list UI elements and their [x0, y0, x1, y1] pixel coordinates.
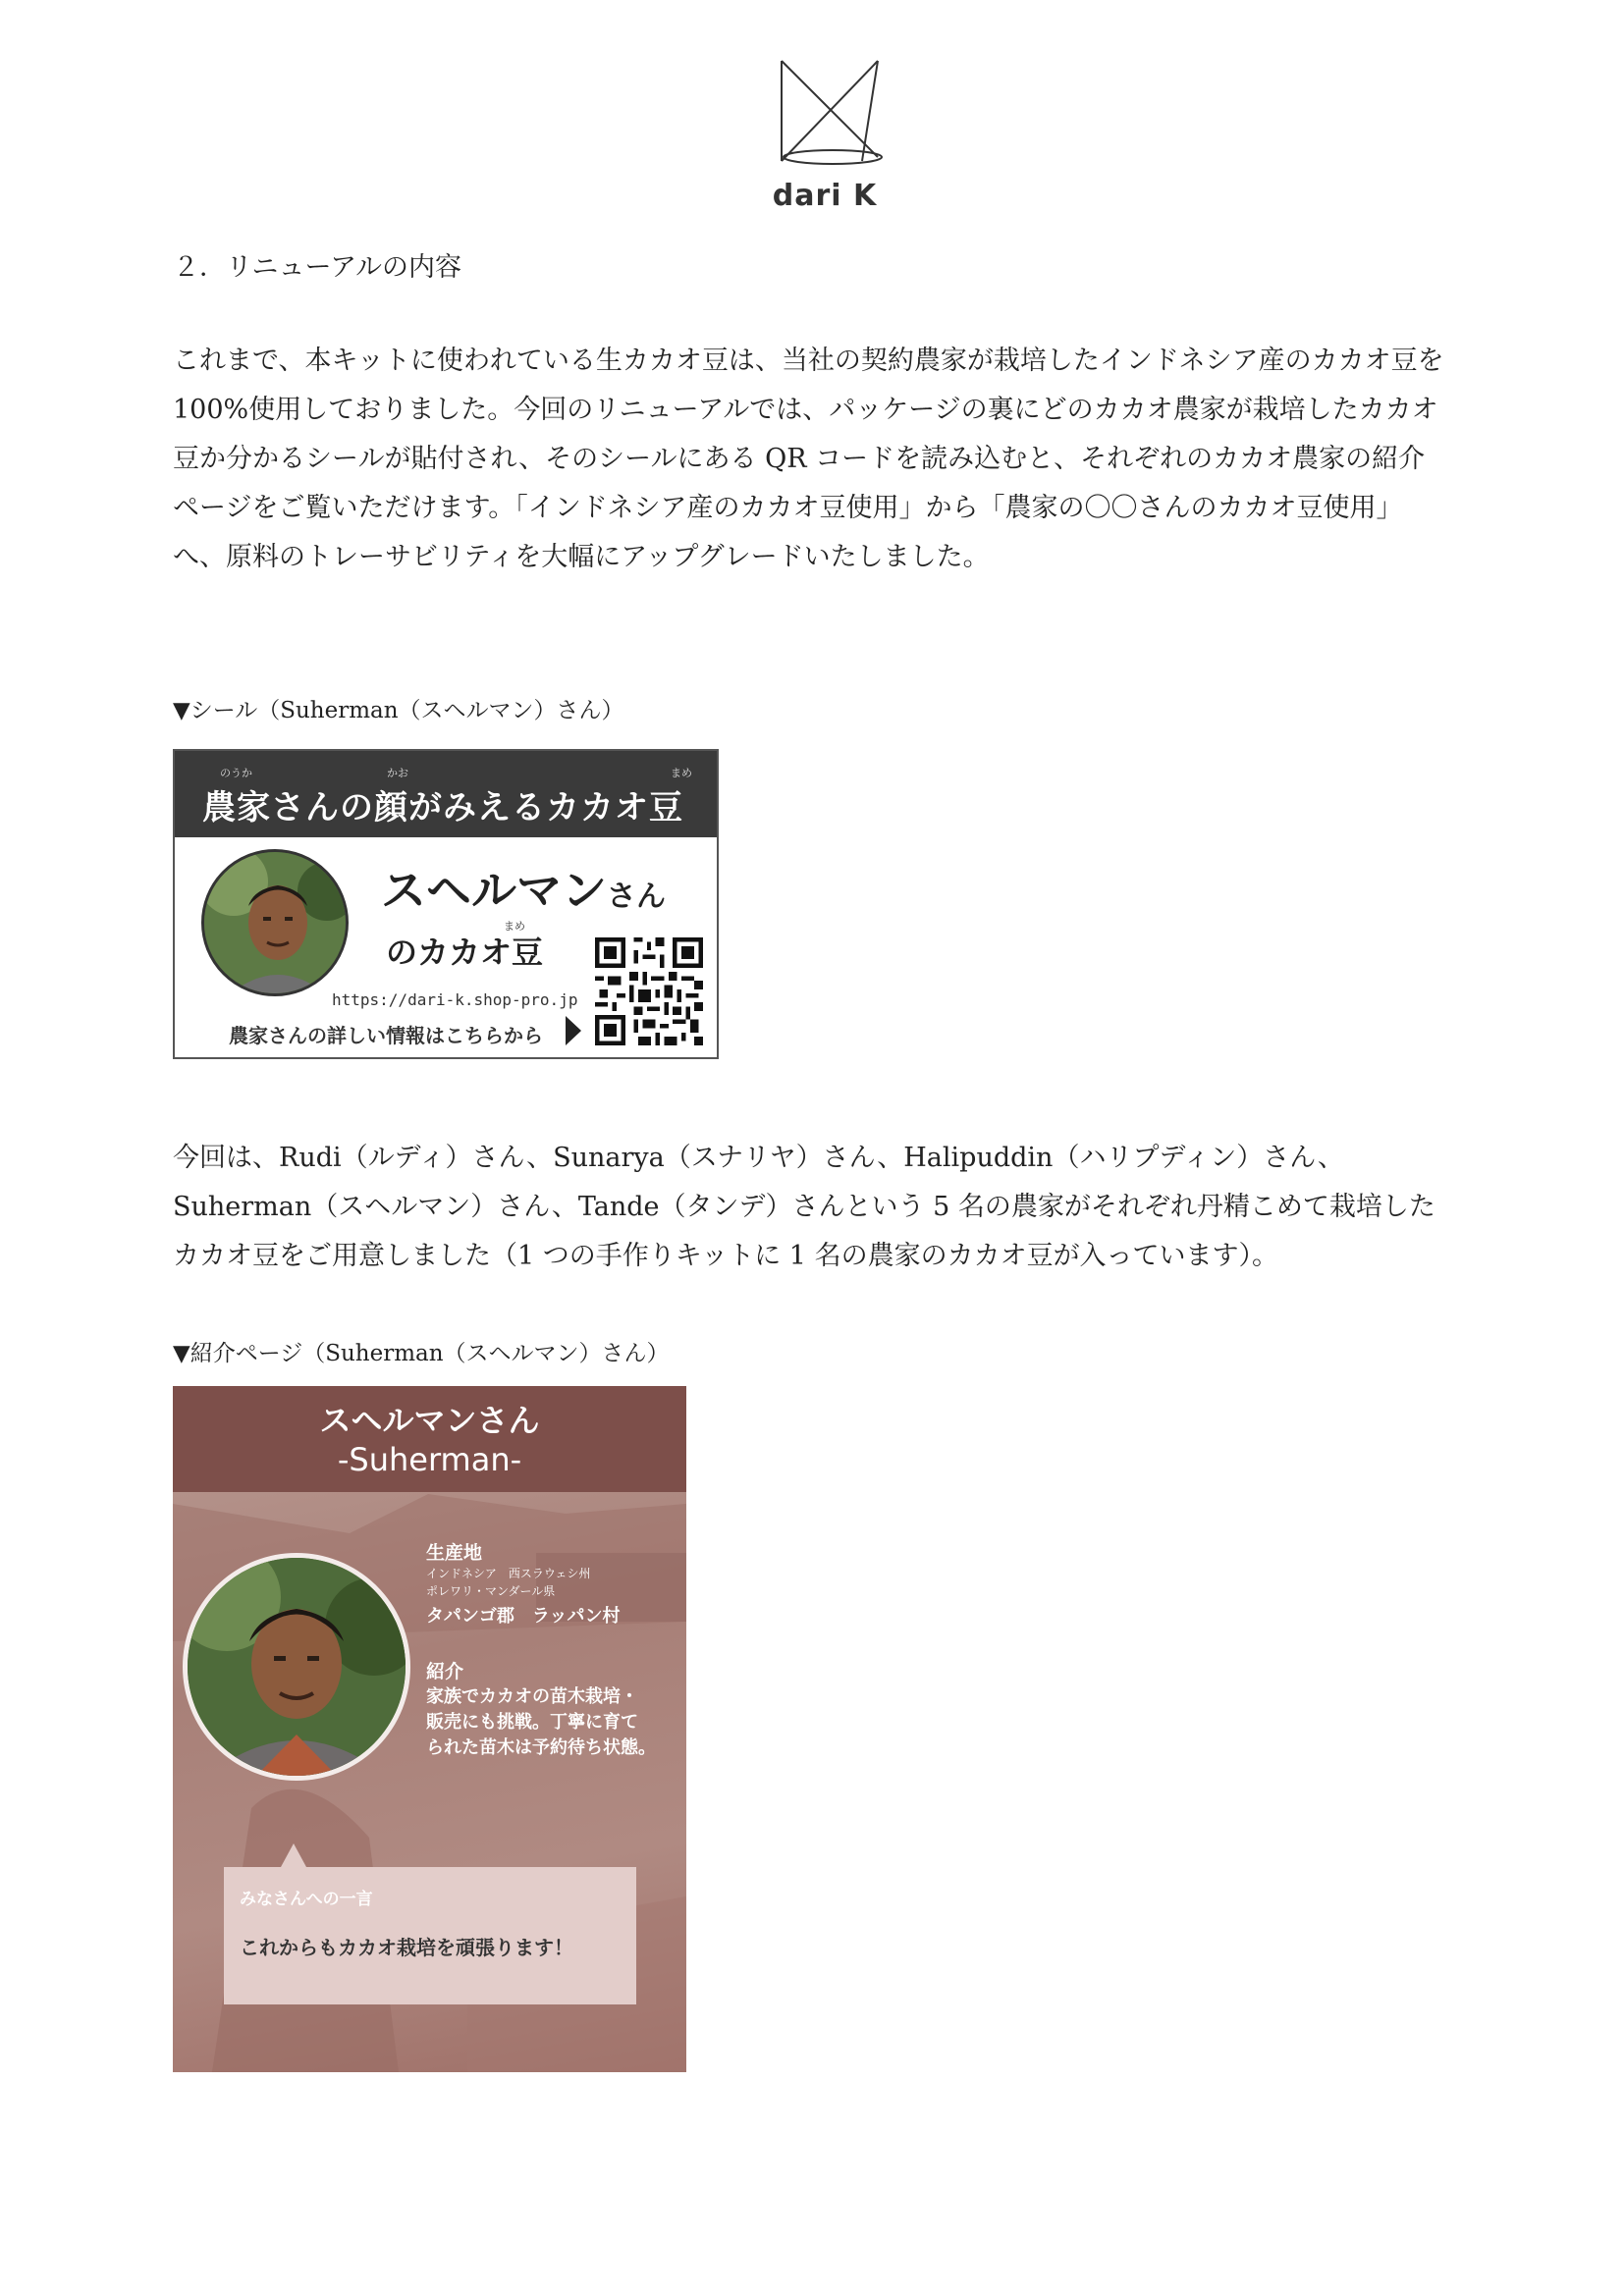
- farmers-paragraph: 今回は、Rudi（ルディ）さん、Sunarya（スナリヤ）さん、Halipuddin（ハリプディン）さん、Suherman（スヘルマン）さん、Tande（タンデ）さんという 5 名の農家がそれぞれ丹精こめて栽培したカカオ豆をご用意しました（1 つの手作りキットに 1 名の農家のカカオ豆が入っています）。: [173, 1143, 1435, 1271]
- qr-code-icon: [595, 937, 703, 1045]
- farmer-portrait: [183, 1553, 410, 1781]
- introduction-label: 紹介: [426, 1661, 464, 1682]
- intro-header: [173, 1386, 686, 1492]
- logo-wordmark: dari K: [772, 179, 878, 213]
- farmer-name-text: スヘルマン: [381, 864, 607, 917]
- details-link-text: 農家さんの詳しい情報はこちらから: [229, 1024, 543, 1047]
- introduction-line-1: 家族でカカオの苗木栽培・: [426, 1686, 638, 1707]
- message-bubble: [224, 1867, 636, 2004]
- intro-page-caption: ▼紹介ページ（Suherman（スヘルマン）さん）: [173, 1341, 670, 1366]
- shop-url: https://dari-k.shop-pro.jp: [332, 990, 578, 1009]
- introduction-line-2: 販売にも挑戦。丁寧に育て: [426, 1712, 638, 1733]
- farmer-photo: [201, 849, 349, 996]
- farmer-sticker: [173, 749, 719, 1059]
- dari-k-logo-mark: [776, 55, 884, 173]
- ruby-kao: かお: [387, 767, 408, 779]
- farmer-name-en: -Suherman-: [337, 1441, 522, 1478]
- ruby-nouka: のうか: [220, 767, 252, 779]
- san-suffix: さん: [607, 880, 666, 914]
- origin-line-2: ポレワリ・マンダール県: [426, 1584, 556, 1598]
- farmer-name: [381, 855, 666, 920]
- origin-line-3: タパンゴ郡 ラッパン村: [426, 1606, 621, 1627]
- introduction-line-3: られた苗木は予約待ち状態。: [426, 1737, 656, 1758]
- origin-label: 生産地: [426, 1542, 483, 1564]
- speech-bubble-tail: [281, 1843, 306, 1867]
- intro-paragraph: これまで、本キットに使われている生カカオ豆は、当社の契約農家が栽培したインドネシア産のカカオ豆を 100%使用しておりました。今回のリニューアルでは、パッケージの裏にどのカカオ農家が栽培したカカオ豆か分かるシールが貼付され、そのシールにある QR コードを読み込むと、それぞれのカカオ農家の紹介ページをご覧いただけます。「インドネシア産のカカオ豆使用」から「農家の〇〇さんのカカオ豆使用」へ、原料のトレーサビリティを大幅にアップグレードいたしました。: [173, 346, 1444, 572]
- message-text: これからもカカオ栽培を頑張ります！: [240, 1936, 573, 1959]
- ruby-mame: まめ: [671, 767, 692, 779]
- sticker-header: [175, 751, 717, 837]
- sticker-caption: ▼シール（Suherman（スヘルマン）さん）: [173, 698, 624, 723]
- farmer-intro-page: [173, 1386, 686, 2072]
- section-title: ２．リニューアルの内容: [173, 252, 462, 283]
- message-label: みなさんへの一言: [240, 1890, 373, 1909]
- origin-line-1: インドネシア 西スラウェシ州: [426, 1567, 591, 1580]
- arrow-right-icon: [566, 1016, 581, 1045]
- cacao-ruby: まめ: [504, 920, 525, 933]
- cacao-bean-label: のカカオ豆: [386, 934, 544, 971]
- farmer-name-jp: スヘルマンさん: [319, 1402, 540, 1439]
- sticker-title: 農家さんの顔がみえるカカオ豆: [202, 788, 683, 828]
